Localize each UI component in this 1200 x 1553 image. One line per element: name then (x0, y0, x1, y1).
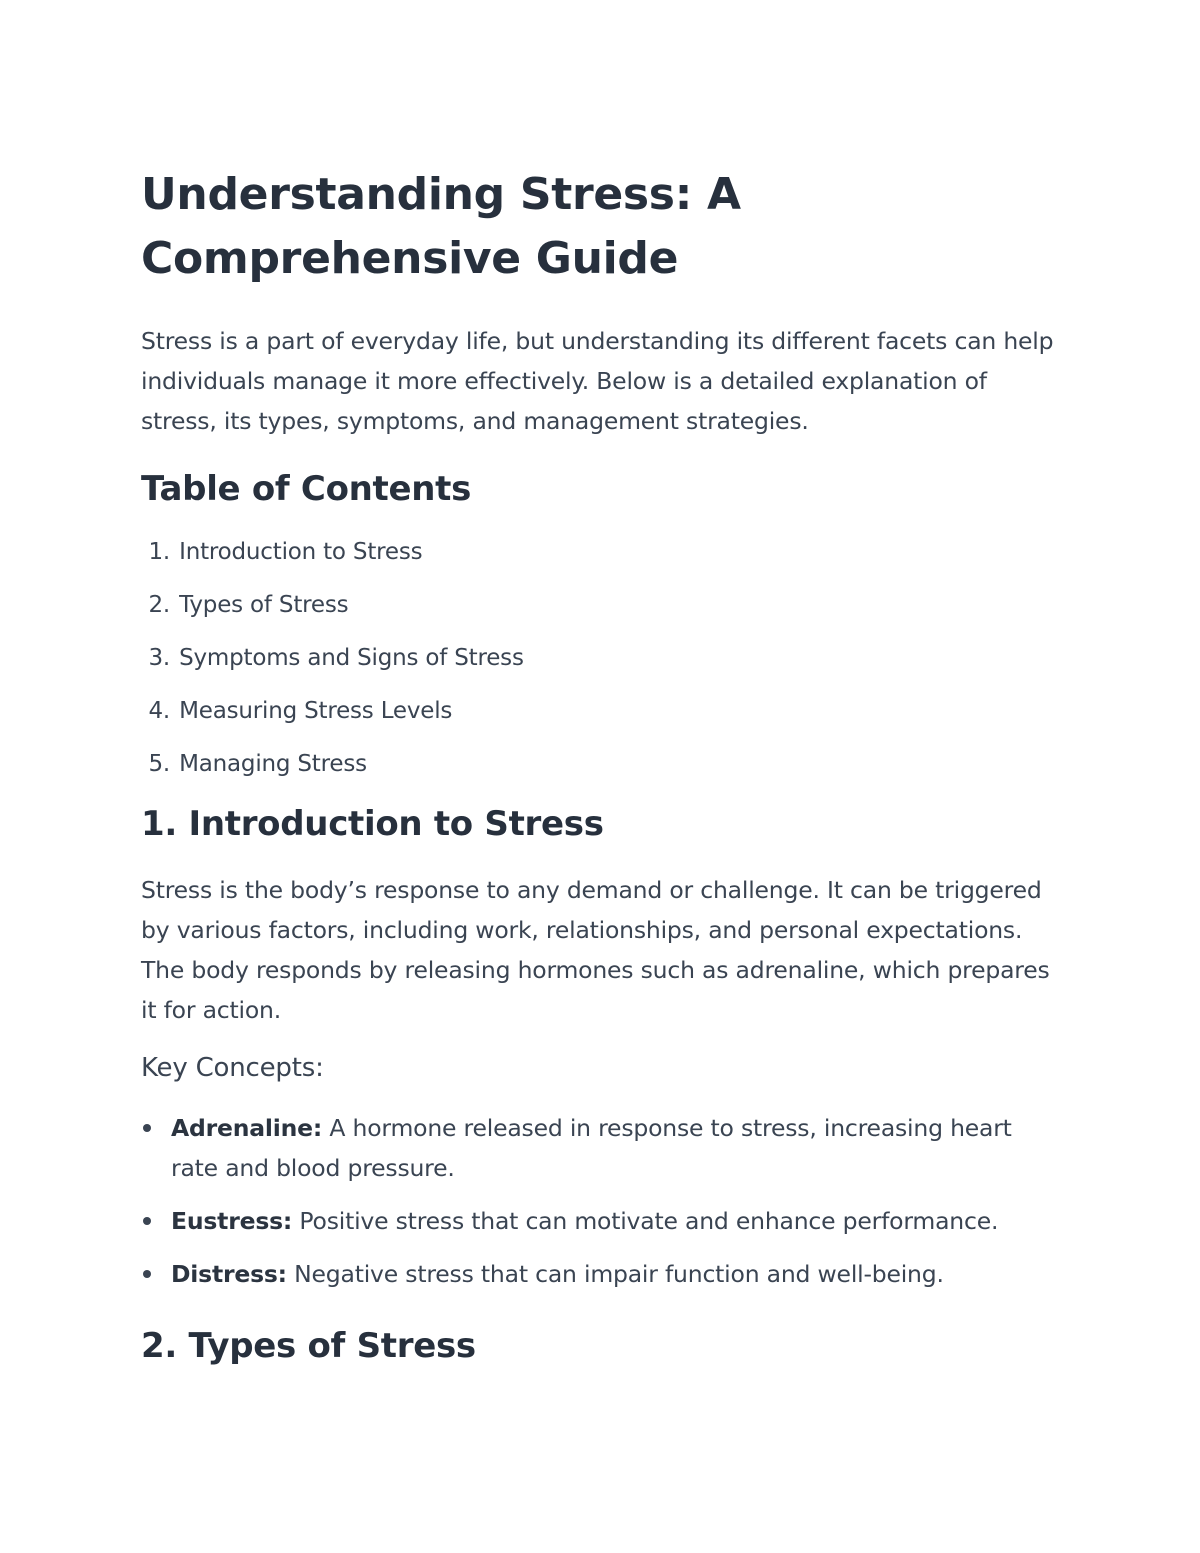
toc-item-label: Introduction to Stress (179, 539, 423, 565)
toc-item (141, 537, 1056, 567)
section-2-heading: 2. Types of Stress (141, 1326, 476, 1366)
toc-item-number: 5. (148, 751, 170, 777)
bullet-icon (143, 1270, 151, 1278)
toc-item-label: Measuring Stress Levels (179, 698, 453, 724)
page-title (141, 163, 1056, 291)
bullet-icon (143, 1217, 151, 1225)
list-item (141, 1108, 1056, 1188)
section-1-heading: 1. Introduction to Stress (141, 804, 604, 844)
list-item (141, 1201, 1056, 1241)
toc-item-label: Managing Stress (179, 751, 367, 777)
bullet-icon (143, 1124, 151, 1132)
toc-item-number: 1. (148, 539, 170, 565)
concept-term: Eustress: (171, 1207, 293, 1235)
concept-term: Distress: (171, 1260, 287, 1288)
page-title-line-2: Comprehensive Guide (141, 233, 679, 284)
concept-text: Negative stress that can impair function and well-being. (286, 1260, 944, 1288)
concept-term: Adrenaline: (171, 1114, 323, 1142)
toc-heading: Table of Contents (141, 469, 472, 509)
key-concepts-heading: Key Concepts: (141, 1053, 324, 1083)
table-of-contents (141, 537, 1056, 779)
key-concepts-list (141, 1108, 1056, 1294)
intro-paragraph: Stress is a part of everyday life, but understanding its different facets can help individuals manage it more effectively. Below is a detailed explanation of stress, its types, symptoms, and management strategies. (141, 327, 1054, 435)
toc-item-label: Symptoms and Signs of Stress (179, 645, 524, 671)
toc-item (141, 590, 1056, 620)
toc-item (141, 749, 1056, 779)
concept-text: Positive stress that can motivate and enhance performance. (292, 1207, 999, 1235)
toc-item-number: 4. (148, 698, 170, 724)
toc-item (141, 643, 1056, 673)
toc-item (141, 696, 1056, 726)
document-page (141, 163, 1056, 1368)
page-title-line-1: Understanding Stress: A (141, 169, 741, 220)
toc-item-number: 2. (148, 592, 170, 618)
list-item (141, 1254, 1056, 1294)
toc-item-number: 3. (148, 645, 170, 671)
toc-item-label: Types of Stress (179, 592, 349, 618)
concept-text: A hormone released in response to stress, increasing heart rate and blood pressure. (171, 1114, 1012, 1182)
section-1-paragraph: Stress is the body’s response to any demand or challenge. It can be triggered by various factors, including work, relationships, and personal expectations. The body responds by releasing hormones such as adrenaline, which prepares it for action. (141, 876, 1050, 1024)
